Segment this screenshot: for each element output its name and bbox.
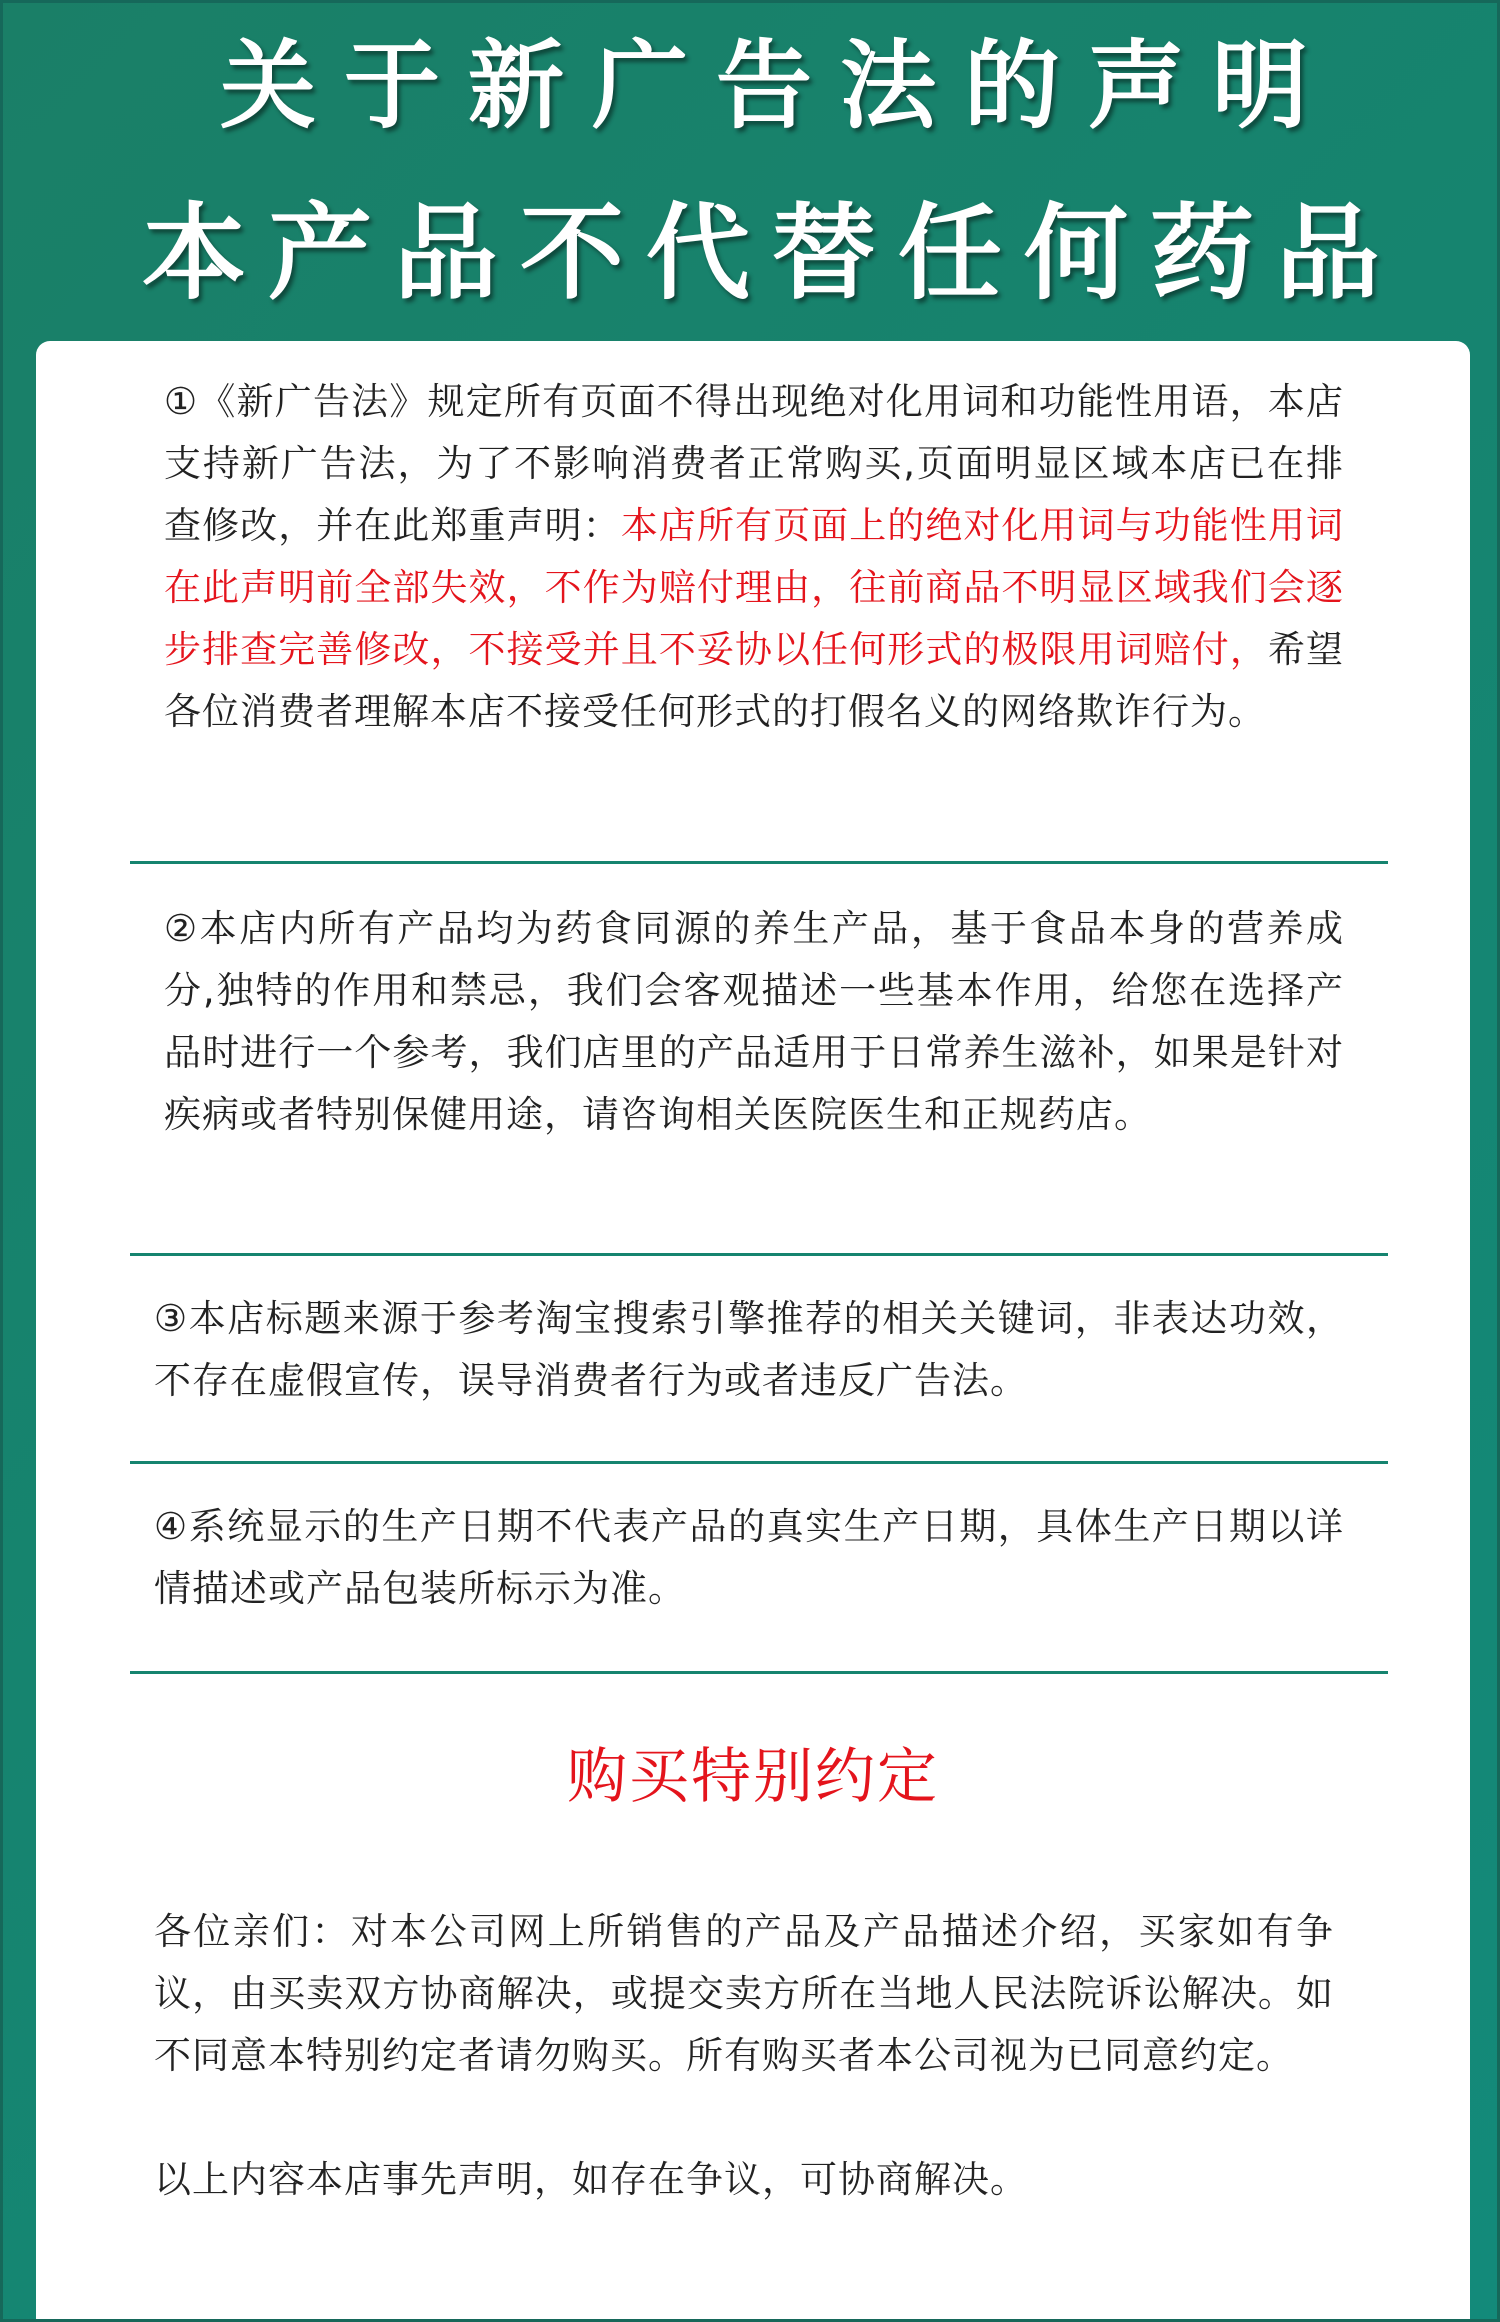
divider-4 <box>130 1671 1388 1674</box>
divider-3 <box>130 1461 1388 1464</box>
header-subtitle: 本产品不代替任何药品 <box>141 191 1402 314</box>
special-agreement-text: 各位亲们：对本公司网上所销售的产品及产品描述介绍，买家如有争议，由买卖双方协商解决，或提交卖方所在当地人民法院诉讼解决。如不同意本特别约定者请勿购买。所有购买者本公司视为已同意约定。 <box>154 1910 1334 2077</box>
notice-3: ③本店标题来源于参考淘宝搜索引擎推荐的相关关键词，非表达功效，不存在虚假宣传，误导消费者行为或者违反广告法。 <box>154 1297 1344 1402</box>
divider-2 <box>130 1253 1388 1256</box>
notice-1 <box>164 371 1344 743</box>
notice-1-closing: 希望各位消费者理解本店不接受任何形式的打假名义的网络欺诈行为。 <box>164 628 1345 733</box>
notice-1-text: ①《新广告法》规定所有页面不得出现绝对化用词和功能性用语，本店支持新广告法，为了不影响消费者正常购买,页面明显区域本店已在排查修改，并在此郑重声明： <box>164 380 1344 547</box>
notice-1-warning: 本店所有页面上的绝对化用词与功能性用词在此声明前全部失效，不作为赔付理由，往前商品不明显区域我们会逐步排查完善修改，不接受并且不妥协以任何形式的极限用词赔付， <box>164 504 1345 671</box>
special-agreement-closing: 以上内容本店事先声明，如存在争议，可协商解决。 <box>154 2158 1028 2201</box>
header-title: 关于新广告法的声明 <box>220 29 1336 142</box>
special-agreement-title: 购买特别约定 <box>567 1742 939 1812</box>
notice-4: ④系统显示的生产日期不代表产品的真实生产日期，具体生产日期以详情描述或产品包装所标示为准。 <box>154 1505 1344 1610</box>
divider-1 <box>130 861 1388 864</box>
notice-card <box>36 341 1470 2322</box>
notice-2: ②本店内所有产品均为药食同源的养生产品，基于食品本身的营养成分,独特的作用和禁忌，我们会客观描述一些基本作用，给您在选择产品时进行一个参考，我们店里的产品适用于日常养生滋补，如果是针对疾病或者特别保健用途，请咨询相关医院医生和正规药店。 <box>164 907 1344 1136</box>
